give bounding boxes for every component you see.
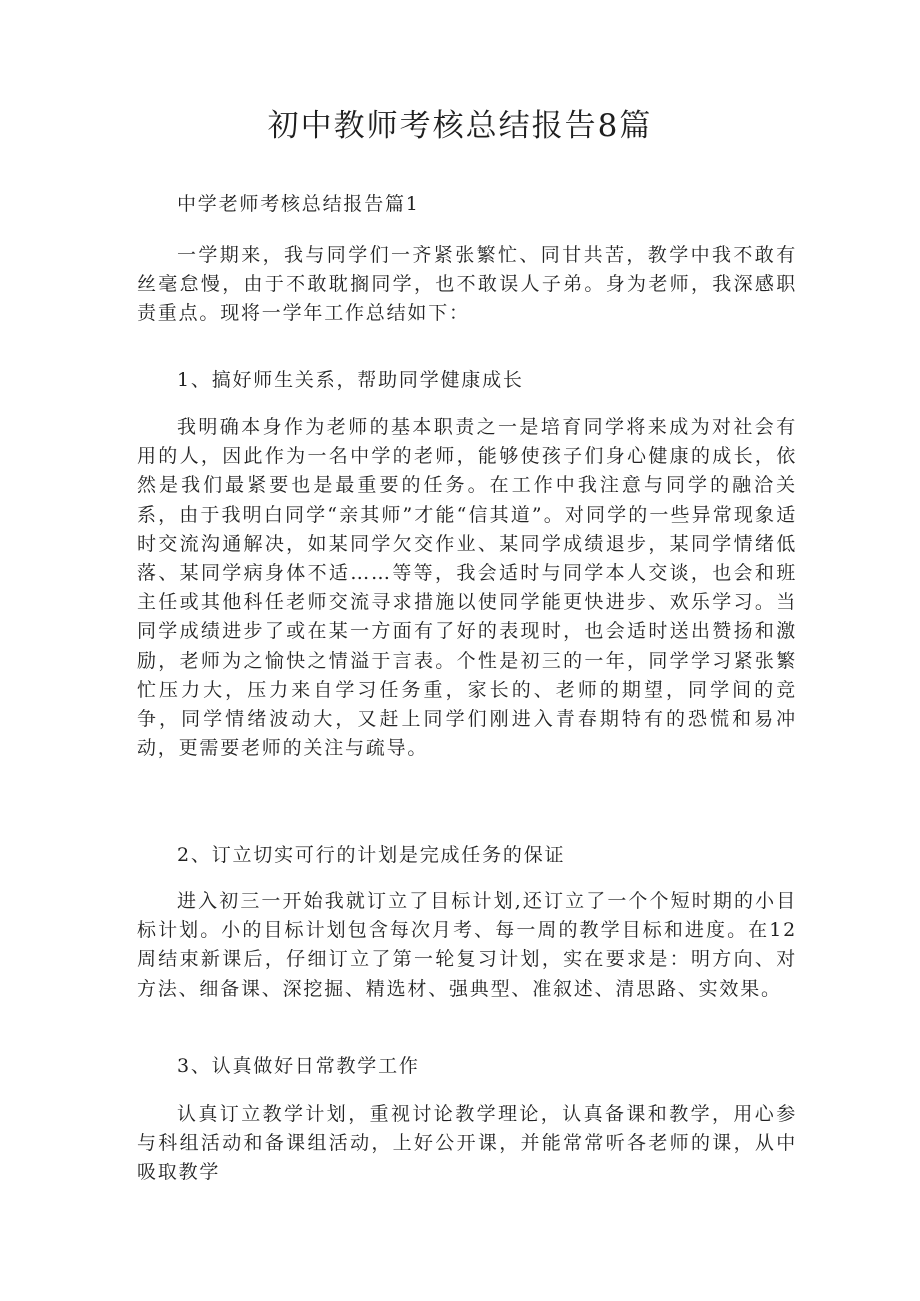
- section-1-body: 我明确本身作为老师的基本职责之一是培育同学将来成为对社会有用的人，因此作为一名中学的老师，能够使孩子们身心健康的成长，依然是我们最紧要也是最重要的任务。在工作中我注意与同学的融洽关系，由于我明白同学“亲其师”才能“信其道”。对同学的一些异常现象适时交流沟通解决，如某同学欠交作业、某同学成绩退步，某同学情绪低落、某同学病身体不适……等等，我会适时与同学本人交谈，也会和班主任或其他科任老师交流寻求措施以使同学能更快进步、欢乐学习。当同学成绩进步了或在某一方面有了好的表现时，也会适时送出赞扬和激励，老师为之愉快之情溢于言表。个性是初三的一年，同学学习紧张繁忙压力大，压力来自学习任务重，家长的、老师的期望，同学间的竞争，同学情绪波动大，又赶上同学们刚进入青春期特有的恐慌和易冲动，更需要老师的关注与疏导。: [137, 416, 797, 760]
- article-subtitle: 中学老师考核总结报告篇1: [177, 193, 420, 215]
- section-3-heading: 3、认真做好日常教学工作: [177, 1055, 420, 1077]
- document-title: 初中教师考核总结报告8篇: [267, 108, 653, 144]
- section-1-heading: 1、搞好师生关系，帮助同学健康成长: [177, 369, 524, 391]
- section-3-body: 认真订立教学计划，重视讨论教学理论，认真备课和教学，用心参与科组活动和备课组活动，上好公开课，并能常常听各老师的课，从中吸取教学: [137, 1103, 797, 1184]
- intro-paragraph: 一学期来，我与同学们一齐紧张繁忙、同甘共苦，教学中我不敢有丝毫怠慢，由于不敢耽搁同学，也不敢误人子弟。身为老师，我深感职责重点。现将一学年工作总结如下：: [137, 244, 797, 325]
- section-2-heading: 2、订立切实可行的计划是完成任务的保证: [177, 844, 566, 866]
- section-2-body: 进入初三一开始我就订立了目标计划,还订立了一个个短时期的小目标计划。小的目标计划包含每次月考、每一周的教学目标和进度。在12周结束新课后，仔细订立了第一轮复习计划，实在要求是：明方向、对方法、细备课、深挖掘、精选材、强典型、准叙述、清思路、实效果。: [137, 890, 797, 1000]
